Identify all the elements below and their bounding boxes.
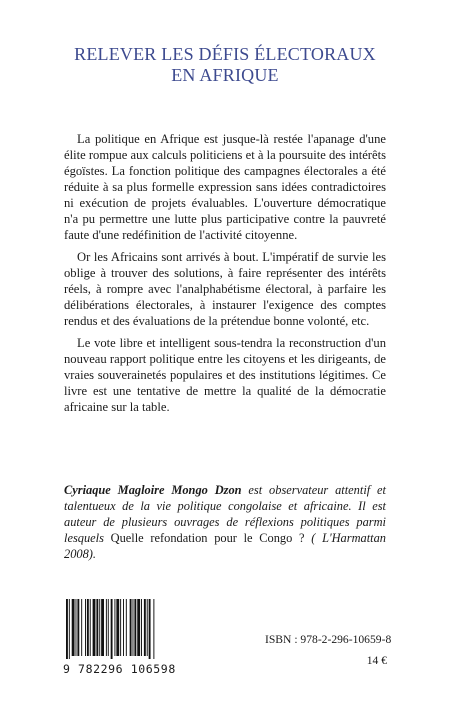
barcode-bar: [101, 599, 104, 656]
price: 14 €: [366, 654, 387, 667]
barcode-bar: [137, 599, 140, 656]
barcode-bar: [96, 599, 98, 656]
barcode-bar: [81, 599, 82, 656]
barcode-bar: [108, 599, 109, 656]
barcode-bar: [130, 599, 132, 656]
barcode-bar: [133, 599, 134, 656]
book-title: [0, 44, 450, 86]
barcode-bar: [123, 599, 124, 656]
author-book-title: Quelle refondation pour le Congo ?: [103, 531, 312, 545]
blurb: [64, 131, 386, 421]
book-title-line-2: EN AFRIQUE: [171, 65, 279, 85]
barcode-bar: [87, 599, 89, 656]
barcode-bar: [153, 599, 154, 659]
barcode-bar: [66, 599, 68, 659]
barcode-bar: [90, 599, 91, 656]
isbn: ISBN : 978-2-296-10659-8: [265, 633, 392, 646]
barcode-bar: [76, 599, 77, 656]
barcode-bar: [99, 599, 100, 656]
barcode-bar: [93, 599, 96, 656]
barcode-bar: [72, 599, 75, 656]
barcode-bar: [77, 599, 79, 656]
barcode-bar: [141, 599, 142, 656]
barcode-bar: [111, 599, 113, 659]
barcode-bars: [63, 599, 169, 659]
barcode-bar: [114, 599, 115, 656]
barcode-bar: [120, 599, 121, 656]
barcode-bar: [69, 599, 70, 659]
blurb-paragraph-2: Or les Africains sont arrivés à bout. L'impératif de survie les oblige à trouver des solutions, à faire représenter des intérêts réels, à rompre avec l'analphabétisme électoral, à parfaire les délibérations électorales, à instaurer l'exigence des comptes rendus et des évaluations de la prétendue bonne volonté, etc.: [64, 250, 386, 328]
barcode-bar: [116, 599, 119, 656]
author-bio-text: est observateur attentif et talentueux de la vie politique congolaise et africaine. Il est auteur de plusieurs ouvrages de réflexions politiques parmi lesquels: [64, 483, 387, 545]
blurb-paragraph-1: La politique en Afrique est jusque-là restée l'apanage d'une élite rompue aux calculs politiciens et à la poursuite des intérêts égoïstes. La fonction politique des campagnes électorales a été réduite à sa plus formelle expression sans idées contradictoires ni exécution de projets évaluables. L'ouverture démocratique n'a pu permettre une lutte plus participative contre la pauvreté faute d'une redéfinition de l'activité citoyenne.: [64, 132, 386, 242]
author-publisher: ( L'Harmattan 2008).: [64, 531, 386, 561]
barcode-bar: [85, 599, 86, 656]
barcode-bar: [106, 599, 107, 656]
author-bio: [64, 482, 386, 562]
blurb-paragraph-3: Le vote libre et intelligent sous-tendra la reconstruction d'un nouveau rapport politique entre les citoyens et les dirigeants, de vraies souverainetés populaires et des institutions légitimes. Ce livre est une tentative de mettre la qualité de la démocratie africaine sur la table.: [64, 336, 386, 414]
book-title-line-1: RELEVER LES DÉFIS ÉLECTORAUX: [74, 44, 376, 64]
barcode-bar: [147, 599, 148, 656]
barcode-bar: [144, 599, 146, 656]
barcode-bar: [134, 599, 136, 656]
barcode-bar: [149, 599, 151, 659]
barcode-digits: 9 782296 106598: [63, 662, 176, 676]
barcode-bar: [126, 599, 127, 656]
author-name: Cyriaque Magloire Mongo Dzon: [64, 483, 242, 497]
